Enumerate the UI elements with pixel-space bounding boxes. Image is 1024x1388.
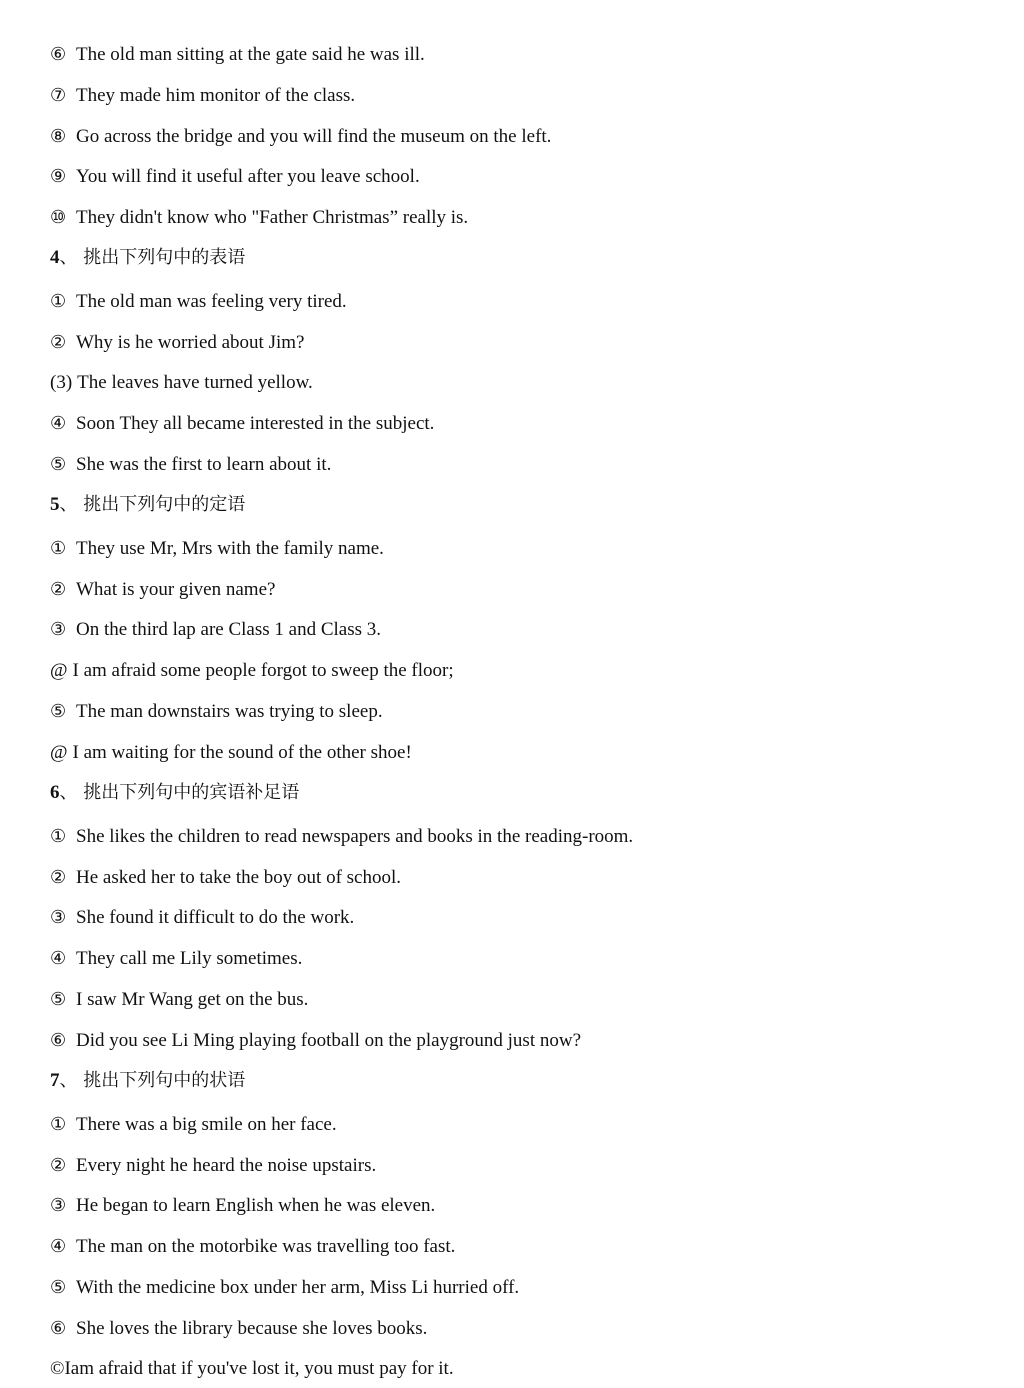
list-item bbox=[50, 369, 313, 397]
item-marker: ① bbox=[50, 291, 67, 312]
list-item bbox=[50, 1355, 454, 1383]
item-text: Iam afraid that if you've lost it, you must pay for it. bbox=[64, 1358, 454, 1379]
section-separator: 、 bbox=[59, 494, 78, 515]
list-item bbox=[50, 410, 434, 438]
section-heading bbox=[50, 244, 245, 272]
list-item bbox=[50, 616, 381, 644]
item-marker: ⑥ bbox=[50, 1318, 67, 1339]
item-text: I am afraid some people forgot to sweep the floor; bbox=[72, 660, 454, 681]
item-text: They call me Lily sometimes. bbox=[76, 948, 303, 969]
item-marker: ⑤ bbox=[50, 1277, 67, 1298]
item-marker: ⑤ bbox=[50, 454, 67, 475]
list-item bbox=[50, 1274, 519, 1302]
section-title: 挑出下列句中的表语 bbox=[83, 247, 246, 268]
item-text: The leaves have turned yellow. bbox=[77, 372, 313, 393]
item-marker: ⑦ bbox=[50, 85, 67, 106]
item-marker: ④ bbox=[50, 413, 67, 434]
item-marker: ⑨ bbox=[50, 166, 67, 187]
item-text: On the third lap are Class 1 and Class 3. bbox=[76, 619, 382, 640]
section-number: 5 bbox=[50, 494, 60, 515]
list-item bbox=[50, 1152, 376, 1180]
item-text: What is your given name? bbox=[76, 579, 276, 600]
item-marker: ⑧ bbox=[50, 126, 67, 147]
item-text: They made him monitor of the class. bbox=[76, 85, 356, 106]
item-marker: ⑤ bbox=[50, 701, 67, 722]
list-item bbox=[50, 904, 354, 932]
item-text: Did you see Li Ming playing football on the playground just now? bbox=[76, 1030, 582, 1051]
item-text: Go across the bridge and you will find the museum on the left. bbox=[76, 126, 552, 147]
item-text: They use Mr, Mrs with the family name. bbox=[76, 538, 384, 559]
item-marker: ④ bbox=[50, 1236, 67, 1257]
list-item bbox=[50, 986, 308, 1014]
item-text: He asked her to take the boy out of school. bbox=[76, 867, 402, 888]
item-text: Why is he worried about Jim? bbox=[76, 332, 305, 353]
item-marker: ② bbox=[50, 332, 67, 353]
list-item bbox=[50, 1315, 427, 1343]
item-text: I saw Mr Wang get on the bus. bbox=[76, 989, 309, 1010]
list-item bbox=[50, 329, 304, 357]
section-number: 7 bbox=[50, 1070, 60, 1091]
item-marker: ⑤ bbox=[50, 989, 67, 1010]
item-marker: ③ bbox=[50, 619, 67, 640]
section-title: 挑出下列句中的宾语补足语 bbox=[83, 782, 300, 803]
section-heading bbox=[50, 1067, 245, 1095]
item-marker: © bbox=[50, 1358, 65, 1379]
item-marker: ① bbox=[50, 826, 67, 847]
section-separator: 、 bbox=[59, 247, 78, 268]
item-marker: ② bbox=[50, 579, 67, 600]
item-text: He began to learn English when he was eleven. bbox=[76, 1195, 436, 1216]
item-text: The old man sitting at the gate said he was ill. bbox=[76, 44, 425, 65]
list-item bbox=[50, 82, 355, 110]
item-text: The man downstairs was trying to sleep. bbox=[76, 701, 383, 722]
item-text: Soon They all became interested in the subject. bbox=[76, 413, 435, 434]
section-separator: 、 bbox=[59, 1070, 78, 1091]
list-item bbox=[50, 163, 420, 191]
list-item bbox=[50, 739, 412, 767]
item-text: She was the first to learn about it. bbox=[76, 454, 332, 475]
list-item bbox=[50, 1027, 581, 1055]
section-number: 6 bbox=[50, 782, 60, 803]
section-number: 4 bbox=[50, 247, 60, 268]
item-text: You will find it useful after you leave school. bbox=[76, 166, 420, 187]
item-marker: ⑥ bbox=[50, 44, 67, 65]
item-text: She likes the children to read newspapers and books in the reading-room. bbox=[76, 826, 634, 847]
section-separator: 、 bbox=[59, 782, 78, 803]
item-marker: ④ bbox=[50, 948, 67, 969]
section-heading bbox=[50, 779, 299, 807]
list-item bbox=[50, 204, 468, 232]
list-item bbox=[50, 864, 401, 892]
item-text: They didn't know who "Father Christmas” really is. bbox=[76, 207, 469, 228]
section-title: 挑出下列句中的定语 bbox=[83, 494, 246, 515]
item-text: She loves the library because she loves books. bbox=[76, 1318, 428, 1339]
item-marker: ③ bbox=[50, 1195, 67, 1216]
item-text: I am waiting for the sound of the other shoe! bbox=[72, 742, 412, 763]
item-marker: ① bbox=[50, 1114, 67, 1135]
item-marker: ② bbox=[50, 867, 67, 888]
item-marker: ① bbox=[50, 538, 67, 559]
list-item bbox=[50, 576, 275, 604]
list-item bbox=[50, 1111, 337, 1139]
item-marker: ⑥ bbox=[50, 1030, 67, 1051]
list-item bbox=[50, 657, 454, 685]
item-marker: @ bbox=[50, 742, 68, 763]
item-text: With the medicine box under her arm, Miss Li hurried off. bbox=[76, 1277, 520, 1298]
list-item bbox=[50, 945, 302, 973]
item-text: The old man was feeling very tired. bbox=[76, 291, 347, 312]
item-marker: @ bbox=[50, 660, 68, 681]
item-marker: (3) bbox=[50, 372, 73, 393]
item-text: There was a big smile on her face. bbox=[76, 1114, 337, 1135]
list-item bbox=[50, 41, 425, 69]
list-item bbox=[50, 535, 384, 563]
section-heading bbox=[50, 491, 245, 519]
list-item bbox=[50, 451, 331, 479]
item-text: The man on the motorbike was travelling too fast. bbox=[76, 1236, 456, 1257]
list-item bbox=[50, 288, 347, 316]
item-text: She found it difficult to do the work. bbox=[76, 907, 355, 928]
item-marker: ③ bbox=[50, 907, 67, 928]
item-marker: ⑩ bbox=[50, 207, 67, 228]
list-item bbox=[50, 698, 383, 726]
list-item bbox=[50, 123, 551, 151]
list-item bbox=[50, 1192, 435, 1220]
item-text: Every night he heard the noise upstairs. bbox=[76, 1155, 377, 1176]
list-item bbox=[50, 823, 633, 851]
section-title: 挑出下列句中的状语 bbox=[83, 1070, 246, 1091]
list-item bbox=[50, 1233, 455, 1261]
item-marker: ② bbox=[50, 1155, 67, 1176]
